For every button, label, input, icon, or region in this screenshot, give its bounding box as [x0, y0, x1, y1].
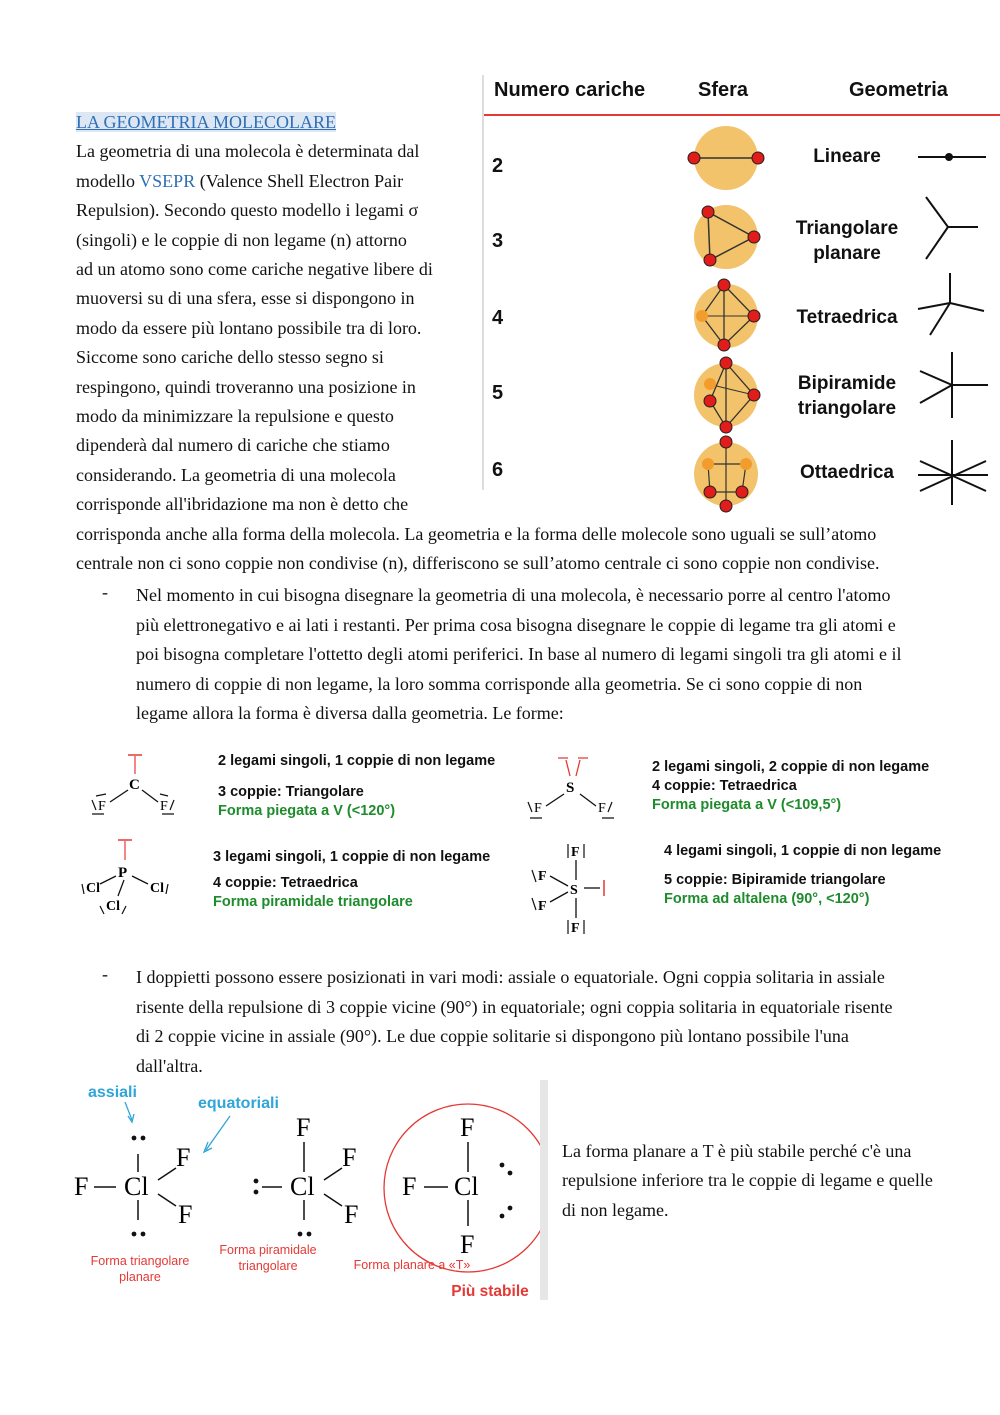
geometry-label: Triangolare planare: [795, 218, 899, 264]
charge-count: 6: [492, 459, 504, 481]
intro-line: respingono, quindi troveranno una posizione in: [76, 376, 416, 397]
svg-text:Cl: Cl: [106, 899, 120, 914]
shape-card-sf4: [520, 836, 962, 936]
shape-card-s: [520, 750, 950, 826]
svg-text:Cl: Cl: [150, 881, 164, 896]
header-sfera: Sfera: [698, 79, 749, 101]
svg-text:Forma triangolare: Forma triangolare: [90, 1254, 190, 1268]
clf3-figure: [70, 1080, 550, 1302]
shape-card-p: [76, 834, 516, 918]
header-numero-cariche: Numero cariche: [494, 79, 646, 101]
svg-text:planare: planare: [119, 1270, 161, 1284]
intro-line: modo da minimizzare la repulsione e questo: [76, 406, 394, 427]
svg-text:F: F: [460, 1230, 475, 1259]
svg-text:Cl: Cl: [86, 881, 100, 896]
charge-count: 4: [492, 307, 504, 329]
svg-text:F: F: [160, 799, 168, 814]
svg-text:F: F: [178, 1200, 193, 1229]
svg-text:F: F: [342, 1143, 357, 1172]
table-left-border: [482, 75, 484, 490]
lewis-sf2: [524, 750, 624, 822]
svg-text:Cl: Cl: [454, 1172, 479, 1201]
svg-text:F: F: [571, 921, 580, 936]
shape-card-c: [76, 745, 516, 827]
intro-line: modo da essere più lontano possibile tra di loro.: [76, 317, 422, 338]
charge-count: 2: [492, 155, 504, 177]
svg-text:F: F: [571, 845, 580, 860]
vsepr-table: [482, 75, 1000, 515]
svg-text:triangolare: triangolare: [238, 1259, 298, 1273]
svg-text:P: P: [118, 865, 128, 881]
svg-text:F: F: [534, 801, 542, 816]
geometry-label: Tetraedrica: [796, 307, 898, 328]
bullet-2-text: I doppietti possono essere posizionati in vari modi: assiale o equatoriale. Ogni coppia solitaria in assiale risente della repulsione di 3 coppie vicine (90°) in equatoriale; ogni coppia solitaria in equatoriale risente di 2 coppie vicine in assiale (90°). Le due coppie solitarie si dispongono più lontano possibile l'una dall'altra.: [136, 967, 893, 1076]
page-title[interactable]: LA GEOMETRIA MOLECOLARE: [76, 112, 336, 132]
shape-card-text: 2 legami singoli, 2 coppie di non legame 4 coppie: Tetraedrica Forma piegata a V (<109,5°): [652, 759, 930, 813]
svg-text:Più stabile: Più stabile: [451, 1283, 529, 1300]
geometry-sketches: [914, 135, 994, 505]
svg-text:F: F: [344, 1200, 359, 1229]
lewis-sf4: [524, 840, 634, 936]
lewis-pcl3: [78, 834, 188, 918]
intro-line: considerando. La geometria di una molecola: [76, 464, 396, 485]
vsepr-link[interactable]: VSEPR: [139, 170, 196, 191]
intro-line: corrisponde all'ibridazione ma non è detto che: [76, 494, 409, 515]
geometry-label: Lineare: [813, 146, 881, 167]
svg-text:Cl: Cl: [124, 1172, 149, 1201]
bullet-dash: -: [102, 964, 108, 984]
lewis-cf2: [84, 750, 184, 820]
intro-line: ad un atomo sono come cariche negative libere di: [76, 259, 433, 280]
geometry-label: Ottaedrica: [800, 462, 894, 483]
svg-text:Forma piramidale: Forma piramidale: [219, 1243, 317, 1257]
intro-line: modello VSEPR (Valence Shell Electron Pair: [76, 170, 404, 191]
charge-count: 5: [492, 382, 504, 404]
svg-text:C: C: [129, 777, 140, 793]
svg-text:equatoriali: equatoriali: [198, 1095, 279, 1112]
bullet-1-text: Nel momento in cui bisogna disegnare la geometria di una molecola, è necessario porre al centro l'atomo più elettronegativo e ai lati i restanti. Per prima cosa bisogna disegnare le coppie di legame tra gli atomi e poi bisogna completare l'ottetto degli atomi periferici. In base al numero di legami singoli tra gli atomi e il numero di coppie di non legame, la loro somma corrisponde alla geometria. Se ci sono coppie di non legame allora la forma è diversa dalla geometria. Le forme:: [136, 585, 902, 723]
figure-right-border: [540, 1080, 548, 1300]
svg-text:F: F: [538, 869, 547, 884]
svg-text:F: F: [74, 1172, 89, 1201]
svg-text:assiali: assiali: [88, 1084, 137, 1101]
intro-line: centrale non ci sono coppie non condivise (n), differiscono se sull’atomo centrale ci sono coppie non condivise.: [76, 553, 880, 574]
bullet-dash: -: [102, 582, 108, 602]
svg-text:S: S: [570, 883, 578, 898]
intro-line: La geometria di una molecola è determinata dal: [76, 141, 420, 162]
svg-text:F: F: [598, 801, 606, 816]
clf3-structures: [70, 1080, 540, 1302]
intro-line: muoversi su di una sfera, esse si dispongono in: [76, 288, 415, 309]
svg-text:F: F: [296, 1113, 311, 1142]
geometry-label: Bipiramide triangolare: [797, 373, 897, 419]
conclusion-text: La forma planare a T è più stabile perché c'è una repulsione inferiore tra le coppie di legame e quelle di non legame.: [562, 1141, 933, 1220]
svg-text:Forma planare a «T»: Forma planare a «T»: [353, 1258, 471, 1272]
shape-card-text: 2 legami singoli, 1 coppie di non legame 3 coppie: Triangolare Forma piegata a V (<120°): [218, 753, 496, 819]
charge-count: 3: [492, 230, 504, 252]
svg-text:F: F: [460, 1113, 475, 1142]
svg-text:F: F: [402, 1172, 417, 1201]
intro-line: Repulsion). Secondo questo modello i legami σ: [76, 200, 419, 221]
intro-line: (singoli) e le coppie di non legame (n) attorno: [76, 229, 407, 250]
intro-line: corrisponda anche alla forma della molecola. La geometria e la forma delle molecole sono uguali se sull’atomo: [76, 523, 877, 544]
svg-text:F: F: [98, 799, 106, 814]
intro-line: dipenderà dal numero di cariche che stiamo: [76, 435, 390, 456]
svg-text:F: F: [538, 899, 547, 914]
svg-text:S: S: [566, 780, 575, 796]
header-geometria: Geometria: [849, 79, 948, 101]
header-divider: [484, 114, 1000, 116]
svg-text:F: F: [176, 1143, 191, 1172]
shape-card-text: 4 legami singoli, 1 coppie di non legame 5 coppie: Bipiramide triangolare Forma ad altalena (90°, <120°): [664, 843, 942, 907]
svg-text:Cl: Cl: [290, 1172, 315, 1201]
intro-line: Siccome sono cariche dello stesso segno si: [76, 347, 384, 368]
spheres-graphic: [682, 120, 772, 520]
shape-card-text: 3 legami singoli, 1 coppie di non legame 4 coppie: Tetraedrica Forma piramidale triangolare: [213, 849, 491, 910]
